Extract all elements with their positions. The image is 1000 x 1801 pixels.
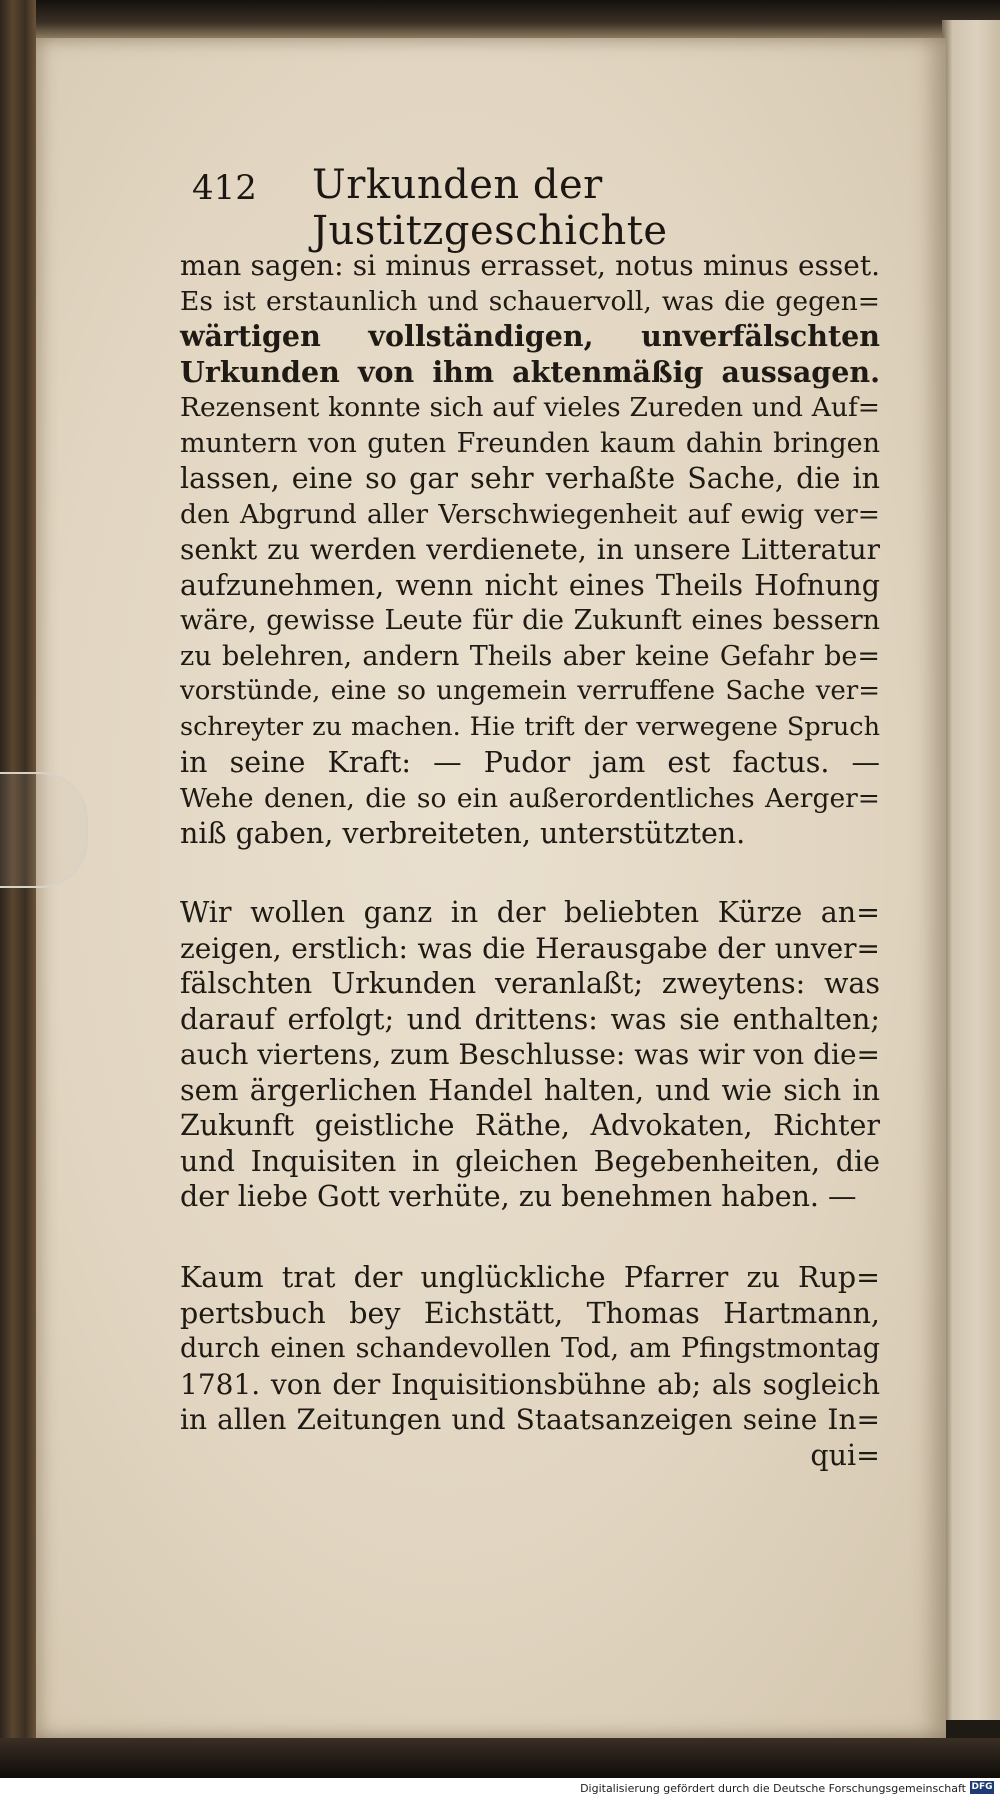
text-line: Zukunft geistliche Räthe, Advokaten, Richter xyxy=(180,1109,880,1142)
text-line: Kaum trat der unglückliche Pfarrer zu Rup= xyxy=(180,1261,880,1294)
text-line: darauf erfolgt; und drittens: was sie enthalten; xyxy=(180,1002,880,1036)
text-line: vorstünde, eine so ungemein verruffene Sache ver= xyxy=(180,676,880,706)
text-line: in allen Zeitungen und Staatsanzeigen seine In= xyxy=(180,1403,880,1436)
book-binding xyxy=(0,0,36,1801)
page-number: 412 xyxy=(192,168,257,208)
text-line: Wehe denen, die so ein außerordentliches Aerger= xyxy=(180,782,880,814)
text-line: wäre, gewisse Leute für die Zukunft eines bessern xyxy=(180,605,880,636)
text-line: wärtigen vollständigen, unverfälschten xyxy=(180,319,880,353)
text-line: Wir wollen ganz in der beliebten Kürze an= xyxy=(180,896,880,929)
text-line: schreyter zu machen. Hie trift der verwegene Spruch xyxy=(180,711,880,742)
text-line: zeigen, erstlich: was die Herausgabe der unver= xyxy=(180,931,880,965)
dfg-logo-icon: DFG xyxy=(971,1782,993,1792)
page-top-edge xyxy=(0,0,1000,38)
page-clip xyxy=(0,772,88,888)
text-line: lassen, eine so gar sehr verhaßte Sache, die in xyxy=(180,462,880,495)
paragraph-2 xyxy=(180,895,880,1215)
catchword: qui= xyxy=(810,1438,880,1472)
paragraph-1 xyxy=(180,248,880,852)
text-line: Urkunden von ihm aktenmäßig aussagen. xyxy=(180,354,880,389)
text-line: muntern von guten Freunden kaum dahin bringen xyxy=(180,427,880,459)
text-line: sem ärgerlichen Handel halten, und wie sich in xyxy=(180,1073,880,1107)
text-line: den Abgrund aller Verschwiegenheit auf ewig ver= xyxy=(180,498,880,530)
digitization-credit: Digitalisierung gefördert durch die Deutsche Forschungsgemeinschaft xyxy=(580,1782,966,1795)
page-header xyxy=(192,162,792,254)
paragraph-3 xyxy=(180,1260,880,1473)
text-line: in seine Kraft: — Pudor jam est factus. — xyxy=(180,746,880,779)
text-line: der liebe Gott verhüte, zu benehmen haben. — xyxy=(180,1180,857,1213)
text-line: aufzunehmen, wenn nicht eines Theils Hofnung xyxy=(180,568,880,602)
text-line: Rezensent konnte sich auf vieles Zureden und Auf= xyxy=(180,392,880,423)
text-line: pertsbuch bey Eichstätt, Thomas Hartmann, xyxy=(180,1296,880,1330)
text-line: durch einen schandevollen Tod, am Pfingstmontag xyxy=(180,1333,880,1364)
text-line: und Inquisiten in gleichen Begebenheiten, die xyxy=(180,1144,880,1178)
text-line: 1781. von der Inquisitionsbühne ab; als sogleich xyxy=(180,1367,880,1401)
next-page-edge xyxy=(942,20,1000,1720)
text-line: fälschten Urkunden veranlaßt; zweytens: was xyxy=(180,967,880,1000)
page-bottom-edge xyxy=(0,1738,1000,1778)
running-title: Urkunden der Justitzgeschichte xyxy=(312,162,668,254)
text-line: man sagen: si minus errasset, notus minus esset. xyxy=(180,249,880,282)
text-line: senkt zu werden verdienete, in unsere Litteratur xyxy=(180,533,880,566)
text-line: zu belehren, andern Theils aber keine Gefahr be= xyxy=(180,640,880,672)
text-line: auch viertens, zum Beschlusse: was wir von die= xyxy=(180,1038,880,1071)
text-line: Es ist erstaunlich und schauervoll, was die gegen= xyxy=(180,285,880,317)
text-line: niß gaben, verbreiteten, unterstützten. xyxy=(180,817,746,850)
